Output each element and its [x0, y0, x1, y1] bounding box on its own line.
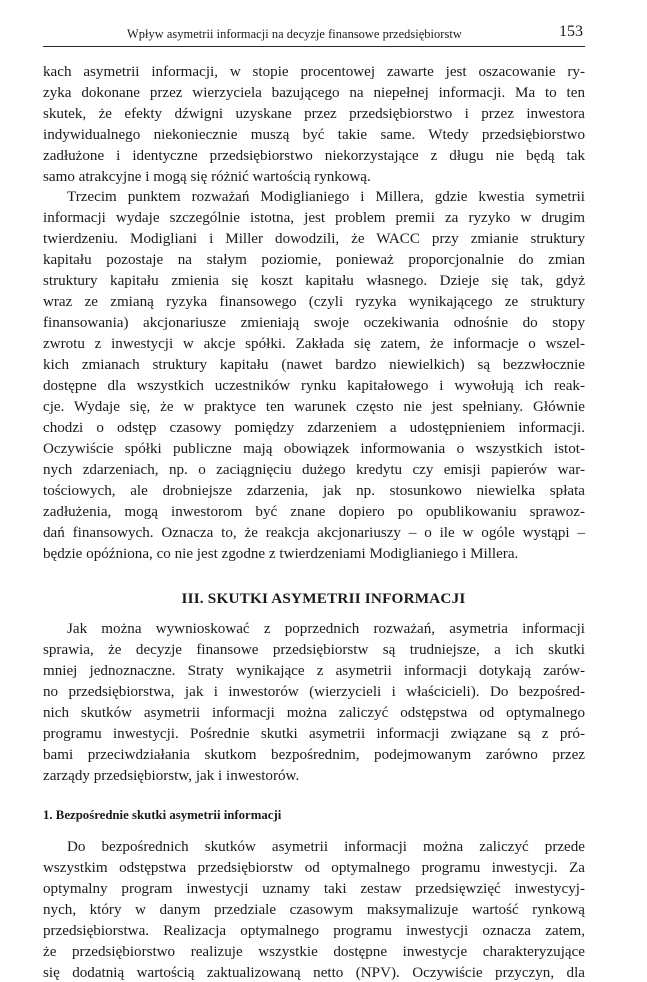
- text-line: sprawia, że decyzje finansowe przedsiębiorstw są trudniejsze, a ich skutki: [43, 642, 585, 658]
- text-line: nych zdarzeniach, np. o zaciągnięciu dużego kredytu czy emisji papierów war-: [43, 462, 585, 478]
- text-line: się dodatnią wartością zaktualizowaną netto (NPV). Oczywiście przyczyn, dla: [43, 965, 585, 981]
- text-line: przedsiębiorstwa. Realizacja optymalnego programu inwestycji oznacza zatem,: [43, 923, 585, 939]
- page-number: 153: [559, 23, 583, 40]
- text-line: Jak można wywnioskować z poprzednich rozważań, asymetria informacji: [67, 621, 585, 637]
- text-line: że przedsiębiorstwo realizuje wszystkie dostępne inwestycje charakteryzujące: [43, 944, 585, 960]
- text-line: tościowych, ale drobniejsze zdarzenia, jak np. stosunkowo niewielka spłata: [43, 483, 585, 499]
- section-heading: III. SKUTKI ASYMETRII INFORMACJI: [181, 590, 466, 607]
- text-line: zadłużone i identyczne przedsiębiorstwo niekorzystające z długu nie będą tak: [43, 148, 585, 164]
- text-line: kich zmianach struktury kapitału (nawet bardzo niewielkich) są bezzwłocznie: [43, 357, 585, 373]
- text-line: Do bezpośrednich skutków asymetrii informacji można zaliczyć przede: [67, 839, 585, 855]
- text-line: zyka dokonane przez wierzyciela bazującego na niepełnej informacji. Ma to ten: [43, 85, 585, 101]
- text-line: samo atrakcyjne i mogą się różnić wartością rynkową.: [43, 169, 371, 185]
- text-line: optymalny program inwestycji uznamy taki zestaw przedsięwzięć inwestycyj-: [43, 881, 585, 897]
- text-line: będzie opóźniona, co nie jest zgodne z twierdzeniami Modiglianiego i Millera.: [43, 546, 519, 562]
- running-title: Wpływ asymetrii informacji na decyzje finansowe przedsiębiorstw: [127, 27, 462, 41]
- text-line: no przedsiębiorstwa, jak i inwestorów (wierzycieli i właścicieli). Do bezpośred-: [43, 684, 585, 700]
- text-line: informacji wydaje szczególnie istotna, jest problem premii za ryzyko w drugim: [43, 210, 585, 226]
- text-line: zwrotu z inwestycji w akcje spółki. Zakłada się zatem, że informacje o wszel-: [43, 336, 585, 352]
- text-line: wraz ze zmianą ryzyka finansowego (czyli ryzyka wynikającego ze struktury: [43, 294, 585, 310]
- text-line: struktury kapitału zmienia się koszt kapitału własnego. Dzieje się tak, gdyż: [43, 273, 585, 289]
- text-line: dostępne dla wszystkich uczestników rynku kapitałowego i wywołują ich reak-: [43, 378, 585, 394]
- text-line: bami przeciwdziałania skutkom bezpośrednim, podejmowanym zarówno przez: [43, 747, 585, 763]
- text-line: cje. Wydaje się, że w praktyce ten warunek często nie jest spełniany. Głównie: [43, 399, 585, 415]
- text-line: nich skutków asymetrii informacji można zaliczyć odstępstwa od optymalnego: [43, 705, 585, 721]
- text-line: dań finansowych. Oznacza to, że reakcja akcjonariuszy – o ile w ogóle wystąpi –: [43, 525, 585, 541]
- text-line: kach asymetrii informacji, w stopie procentowej zawarte jest oszacowanie ry-: [43, 64, 585, 80]
- text-line: zarządy przedsiębiorstw, jak i inwestorów.: [43, 768, 300, 784]
- text-line: nych, który w danym przedziale czasowym maksymalizuje wartość rynkową: [43, 902, 585, 918]
- text-line: kapitału pozostaje na stałym poziomie, ponieważ proporcjonalnie do zmian: [43, 252, 585, 268]
- text-line: mniej jednoznaczne. Straty wynikające z asymetrii informacji dotykają zarów-: [43, 663, 585, 679]
- running-header: [43, 22, 585, 47]
- text-line: programu inwestycji. Pośrednie skutki asymetrii informacji związane są z pró-: [43, 726, 585, 742]
- text-line: chodzi o odstęp czasowy pomiędzy zdarzeniem a udostępnieniem informacji.: [43, 420, 585, 436]
- text-line: twierdzeniu. Modigliani i Miller dowodzili, że WACC przy zmianie struktury: [43, 231, 585, 247]
- text-line: zadłużenia, mogą inwestorom być znane dopiero po opublikowaniu sprawoz-: [43, 504, 585, 520]
- text-line: indywidualnego niekoniecznie muszą być takie same. Wtedy przedsiębiorstwo: [43, 127, 585, 143]
- text-line: skutek, że efekty dźwigni uzyskane przez przedsiębiorstwo i przez inwestora: [43, 106, 585, 122]
- text-line: Trzecim punktem rozważań Modiglianiego i Millera, gdzie kwestia symetrii: [67, 189, 585, 205]
- text-line: wszystkim odstępstwa przedsiębiorstw od optymalnego programu inwestycji. Za: [43, 860, 585, 876]
- text-line: Oczywiście spółki publiczne mają obowiązek informowania o wszystkich istot-: [43, 441, 585, 457]
- subsection-heading: 1. Bezpośrednie skutki asymetrii informacji: [43, 808, 282, 822]
- text-line: finansowania) akcjonariusze zmieniają swoje oczekiwania odnośnie do stopy: [43, 315, 585, 331]
